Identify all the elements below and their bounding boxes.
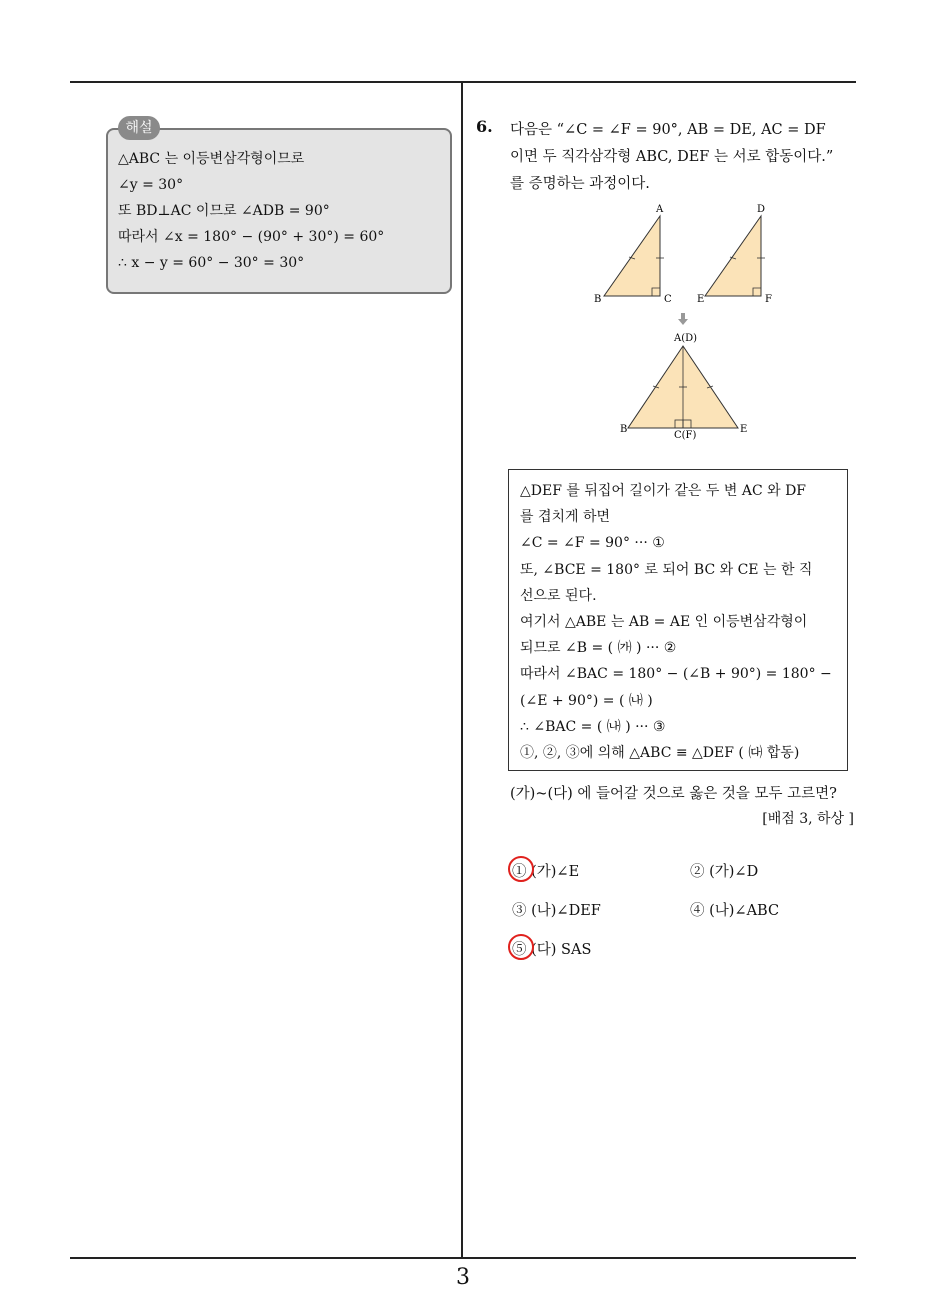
question-number: 6.	[476, 117, 493, 136]
down-arrow-icon	[678, 313, 688, 325]
question-line: 를 증명하는 과정이다.	[510, 176, 650, 192]
solution-line: 또 BD⊥AC 이므로 ∠ADB = 90°	[118, 203, 330, 219]
label-e2: E	[740, 424, 748, 435]
question-prompt: (가)~(다) 에 들어갈 것으로 옳은 것을 모두 고르면?	[510, 786, 837, 802]
choice-2[interactable]: ② (가)∠D	[690, 864, 759, 880]
column-divider	[461, 83, 463, 1257]
choice-5[interactable]: ⑤ (다) SAS	[512, 942, 592, 958]
proof-text	[520, 478, 832, 766]
triangle-abc	[604, 216, 660, 296]
bottom-rule	[70, 1257, 856, 1259]
proof-line: (∠E + 90°) = ( ㈏ )	[520, 692, 653, 709]
solution-line: ∴ x − y = 60° − 30° = 30°	[118, 255, 305, 271]
label-b: B	[594, 294, 602, 305]
label-f: F	[765, 294, 772, 305]
solution-tab: 해설	[118, 116, 160, 140]
label-e: E	[697, 294, 705, 305]
triangle-figure	[580, 200, 780, 445]
page-number: 3	[456, 1265, 470, 1290]
proof-line: 되므로 ∠B = ( ㈎ ) ··· ②	[520, 640, 677, 657]
solution-line: ∠y = 30°	[118, 177, 184, 193]
proof-line: 따라서 ∠BAC = 180° − (∠B + 90°) = 180° −	[520, 666, 832, 683]
score-label: [배점 3, 하상 ]	[762, 811, 854, 827]
choice-1[interactable]: ① (가)∠E	[512, 864, 580, 880]
question-line: 다음은 “∠C = ∠F = 90°, AB = DE, AC = DF	[510, 122, 826, 138]
triangle-def	[705, 216, 761, 296]
proof-line: ①, ②, ③에 의해 △ABC ≡ △DEF ( ㈐ 합동)	[520, 745, 800, 762]
solution-line: 따라서 ∠x = 180° − (90° + 30°) = 60°	[118, 229, 385, 245]
proof-line: 선으로 된다.	[520, 587, 597, 604]
label-ad: A(D)	[674, 333, 698, 344]
solution-text	[118, 146, 384, 276]
top-rule	[70, 81, 856, 83]
choice-4[interactable]: ④ (나)∠ABC	[690, 903, 780, 919]
label-d: D	[757, 204, 766, 215]
proof-line: △DEF 를 뒤집어 길이가 같은 두 변 AC 와 DF	[520, 483, 807, 499]
answer-mark-circle	[508, 934, 534, 960]
proof-line: 또, ∠BCE = 180° 로 되어 BC 와 CE 는 한 직	[520, 561, 813, 578]
proof-line: ∠C = ∠F = 90° ··· ①	[520, 535, 665, 552]
question-text	[510, 117, 860, 198]
proof-line: ∴ ∠BAC = ( ㈏ ) ··· ③	[520, 718, 666, 735]
label-c: C	[664, 294, 672, 305]
label-a: A	[656, 204, 664, 215]
choice-3[interactable]: ③ (나)∠DEF	[512, 903, 601, 919]
label-cf: C(F)	[674, 430, 697, 441]
answer-mark-circle	[508, 856, 534, 882]
proof-line: 여기서 △ABE 는 AB = AE 인 이등변삼각형이	[520, 614, 808, 631]
label-b2: B	[620, 424, 628, 435]
solution-line: △ABC 는 이등변삼각형이므로	[118, 151, 305, 167]
question-line: 이면 두 직각삼각형 ABC, DEF 는 서로 합동이다.”	[510, 149, 834, 165]
proof-line: 를 겹치게 하면	[520, 509, 611, 526]
